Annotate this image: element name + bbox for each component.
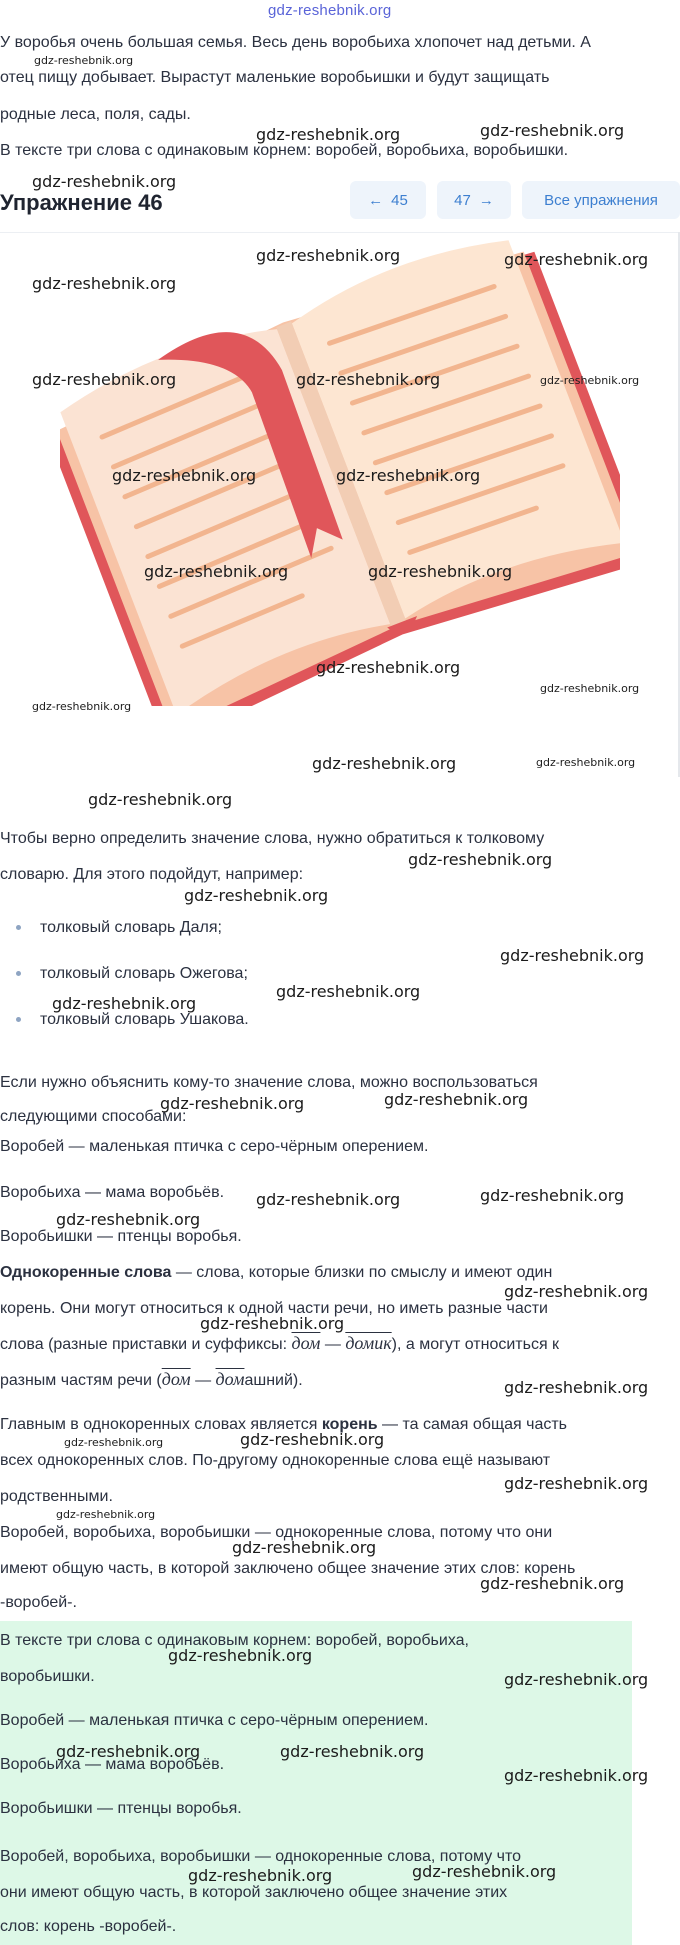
term-bold: корень: [321, 1416, 378, 1433]
watermark: gdz-reshebnik.org: [188, 1866, 333, 1885]
example-word: домик: [345, 1333, 392, 1353]
intro-line: У воробья очень большая семья. Весь день воробьиха хлопочет над детьми. А: [0, 34, 591, 51]
watermark: gdz-reshebnik.org: [184, 886, 329, 905]
paragraph-line: Чтобы верно определить значение слова, нужно обратиться к толковому: [0, 830, 545, 847]
watermark: gdz-reshebnik.org: [504, 250, 649, 269]
answer-line: В тексте три слова с одинаковым корнем: воробей, воробьиха,: [0, 1632, 469, 1649]
watermark: gdz-reshebnik.org: [504, 1378, 649, 1397]
watermark: gdz-reshebnik.org: [536, 756, 636, 769]
paragraph-line: слова (разные приставки и суффиксы: дом — домик), а могут относиться к: [0, 1333, 560, 1353]
watermark: gdz-reshebnik.org: [504, 1282, 649, 1301]
example-root: дом: [215, 1369, 245, 1389]
watermark: gdz-reshebnik.org: [480, 1186, 625, 1205]
watermark: gdz-reshebnik.org: [34, 54, 134, 67]
example-word: дом: [161, 1369, 191, 1389]
watermark: gdz-reshebnik.org: [316, 658, 461, 677]
example-word: дом: [291, 1333, 321, 1353]
paragraph-line: родственными.: [0, 1488, 113, 1505]
watermark: gdz-reshebnik.org: [540, 374, 640, 387]
answer-line: Воробьиха — мама воробьёв.: [0, 1756, 225, 1773]
paragraph-line: корень. Они могут относиться к одной части речи, но иметь разные части: [0, 1300, 548, 1317]
paragraph-line: Воробей, воробьиха, воробьишки — однокоренные слова, потому что они: [0, 1524, 553, 1541]
next-exercise-label: 47: [454, 191, 471, 209]
next-exercise-button[interactable]: [437, 181, 511, 219]
definition-line: Воробьиха — мама воробьёв.: [0, 1184, 225, 1201]
watermark: gdz-reshebnik.org: [168, 1646, 313, 1665]
watermark: gdz-reshebnik.org: [56, 1742, 201, 1761]
definition-line: Воробей — маленькая птичка с серо-чёрным оперением.: [0, 1138, 429, 1155]
watermark: gdz-reshebnik.org: [280, 1742, 425, 1761]
paragraph-line: Главным в однокоренных словах является корень — та самая общая часть: [0, 1416, 568, 1433]
paragraph-line: следующими способами:: [0, 1108, 187, 1125]
watermark: gdz-reshebnik.org: [336, 466, 481, 485]
watermark: gdz-reshebnik.org: [52, 994, 197, 1013]
list-item: толковый словарь Ожегова;: [40, 965, 248, 982]
intro-line: отец пищу добывает. Вырастут маленькие воробьишки и будут защищать: [0, 69, 550, 86]
watermark: gdz-reshebnik.org: [64, 1436, 164, 1449]
watermark: gdz-reshebnik.org: [408, 850, 553, 869]
watermark: gdz-reshebnik.org: [276, 982, 421, 1001]
all-exercises-label: Все упражнения: [544, 191, 658, 209]
answer-line: они имеют общую часть, в которой заключено общее значение этих: [0, 1884, 508, 1901]
answer-line: Воробей — маленькая птичка с серо-чёрным оперением.: [0, 1712, 429, 1729]
prev-exercise-button[interactable]: [350, 181, 426, 219]
paragraph-line: -воробей-.: [0, 1594, 77, 1611]
arrow-left-icon: ←: [368, 191, 384, 209]
watermark: gdz-reshebnik.org: [56, 1210, 201, 1229]
page-title: Упражнение 46: [0, 190, 163, 215]
paragraph-line: всех однокоренных слов. По-другому однокоренные слова ещё называют: [0, 1452, 551, 1469]
watermark: gdz-reshebnik.org: [412, 1862, 557, 1881]
prev-exercise-label: 45: [391, 191, 408, 209]
arrow-right-icon: →: [478, 191, 494, 209]
watermark: gdz-reshebnik.org: [88, 790, 233, 809]
site-logo[interactable]: gdz-reshebnik.org: [268, 2, 392, 19]
watermark: gdz-reshebnik.org: [384, 1090, 529, 1109]
paragraph-line: имеют общую часть, в которой заключено общее значение этих слов: корень: [0, 1560, 576, 1577]
watermark: gdz-reshebnik.org: [256, 1190, 401, 1209]
watermark: gdz-reshebnik.org: [504, 1474, 649, 1493]
watermark: gdz-reshebnik.org: [504, 1766, 649, 1785]
bullet-dot: [16, 925, 21, 930]
watermark: gdz-reshebnik.org: [504, 1670, 649, 1689]
watermark: gdz-reshebnik.org: [312, 754, 457, 773]
intro-line: родные леса, поля, сады.: [0, 106, 191, 123]
header-divider: [0, 232, 680, 233]
watermark: gdz-reshebnik.org: [144, 562, 289, 581]
watermark: gdz-reshebnik.org: [480, 121, 625, 140]
watermark: gdz-reshebnik.org: [500, 946, 645, 965]
watermark: gdz-reshebnik.org: [112, 466, 257, 485]
list-item: толковый словарь Ушакова.: [40, 1011, 249, 1028]
answer-line: Воробьишки — птенцы воробья.: [0, 1800, 242, 1817]
watermark: gdz-reshebnik.org: [32, 700, 132, 713]
paragraph-line: Если нужно объяснить кому-то значение слова, можно воспользоваться: [0, 1074, 538, 1091]
paragraph-line: Однокоренные слова — слова, которые близки по смыслу и имеют один: [0, 1264, 553, 1281]
all-exercises-button[interactable]: [522, 181, 680, 219]
bullet-dot: [16, 1017, 21, 1022]
watermark: gdz-reshebnik.org: [296, 370, 441, 389]
watermark: gdz-reshebnik.org: [200, 1314, 345, 1333]
watermark: gdz-reshebnik.org: [540, 682, 640, 695]
watermark: gdz-reshebnik.org: [368, 562, 513, 581]
paragraph-line: разным частям речи (дом — домашний).: [0, 1369, 303, 1389]
answer-line: Воробей, воробьиха, воробьишки — однокоренные слова, потому что: [0, 1848, 522, 1865]
bullet-dot: [16, 971, 21, 976]
watermark: gdz-reshebnik.org: [32, 274, 177, 293]
watermark: gdz-reshebnik.org: [160, 1094, 305, 1113]
answer-line: слов: корень -воробей-.: [0, 1918, 177, 1935]
watermark: gdz-reshebnik.org: [240, 1430, 385, 1449]
watermark: gdz-reshebnik.org: [32, 370, 177, 389]
watermark: gdz-reshebnik.org: [256, 125, 401, 144]
definition-line: Воробьишки — птенцы воробья.: [0, 1228, 242, 1245]
watermark: gdz-reshebnik.org: [232, 1538, 377, 1557]
intro-line: В тексте три слова с одинаковым корнем: воробей, воробьиха, воробьишки.: [0, 142, 569, 159]
term-bold: Однокоренные слова: [0, 1264, 172, 1281]
paragraph-line: словарю. Для этого подойдут, например:: [0, 866, 304, 883]
list-item: толковый словарь Даля;: [40, 919, 222, 936]
watermark: gdz-reshebnik.org: [56, 1508, 156, 1521]
watermark: gdz-reshebnik.org: [256, 246, 401, 265]
answer-line: воробьишки.: [0, 1668, 95, 1685]
watermark: gdz-reshebnik.org: [32, 172, 177, 191]
watermark: gdz-reshebnik.org: [480, 1574, 625, 1593]
